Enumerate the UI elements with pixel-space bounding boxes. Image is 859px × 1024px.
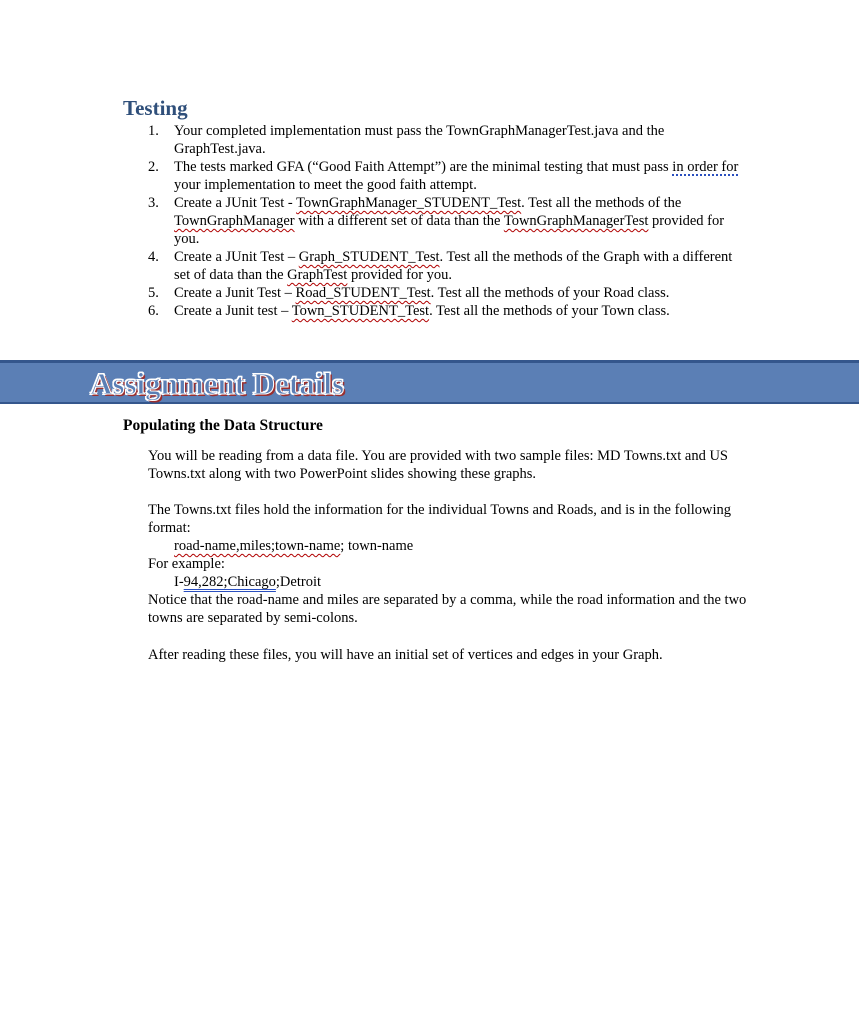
list-text: The tests marked GFA (“Good Faith Attempt”) are the minimal testing that must pass <box>174 159 673 175</box>
paragraph-intro: You will be reading from a data file. You are provided with two sample files: MD Towns.txt and US Towns.txt along with two PowerPoint slides showing these graphs. <box>148 448 728 482</box>
example-tail: ;Detroit <box>275 574 322 590</box>
list-text: . Test all the methods of your Town class. <box>429 303 670 319</box>
section-banner <box>0 360 859 404</box>
list-text: . Test all the methods of the <box>521 195 682 211</box>
marked-text: Road_STUDENT_Test <box>295 285 431 301</box>
format-line <box>174 537 413 555</box>
marked-text: Town_STUDENT_Test <box>291 303 430 319</box>
test-item <box>140 248 740 284</box>
marked-text: in order for <box>672 159 739 175</box>
list-number: 1. <box>148 123 159 139</box>
example-link: 94,282;Chicago <box>183 574 276 590</box>
marked-text: TownGraphManager <box>174 213 295 229</box>
list-text: Your completed implementation must pass the TownGraphManagerTest.java and the GraphTest.java. <box>174 123 665 157</box>
marked-text: TownGraphManager_STUDENT_Test <box>296 195 522 211</box>
format-spec: road-name,miles;town-name <box>174 538 341 554</box>
test-item <box>140 302 740 320</box>
example-line <box>174 573 321 591</box>
list-text: Create a JUnit Test - <box>174 195 297 211</box>
list-text: Create a Junit Test – <box>174 285 296 301</box>
test-item <box>140 122 740 158</box>
list-number: 5. <box>148 285 159 301</box>
list-number: 3. <box>148 195 159 211</box>
format-spec-tail: ; town-name <box>340 538 414 554</box>
test-item <box>140 194 740 248</box>
marked-text: Graph_STUDENT_Test <box>298 249 440 265</box>
marked-text: TownGraphManagerTest <box>503 213 649 229</box>
list-text: your implementation to meet the good faith attempt. <box>174 177 477 193</box>
for-example-label: For example: <box>148 556 225 572</box>
sub-heading: Populating the Data Structure <box>123 417 323 434</box>
list-number: 6. <box>148 303 159 319</box>
paragraph-notice: Notice that the road-name and miles are separated by a comma, while the road information and the two towns are separated by semi-colons. <box>148 592 747 626</box>
example-prefix: I- <box>174 574 184 590</box>
testing-heading: Testing <box>123 96 188 120</box>
test-item <box>140 158 740 194</box>
list-text: provided for you. <box>174 213 725 247</box>
test-item <box>140 284 740 302</box>
marked-text: GraphTest <box>287 267 348 283</box>
paragraph-format: The Towns.txt files hold the information for the individual Towns and Roads, and is in the following format: <box>148 502 732 536</box>
list-text: with a different set of data than the <box>294 213 504 229</box>
list-text: . Test all the methods of your Road class. <box>430 285 670 301</box>
list-text: . Test all the methods of the Graph with a different set of data than the <box>174 249 733 283</box>
list-text: Create a JUnit Test – <box>174 249 299 265</box>
list-number: 4. <box>148 249 159 265</box>
banner-title: Assignment Details <box>90 366 345 401</box>
list-number: 2. <box>148 159 159 175</box>
list-text: Create a Junit test – <box>174 303 292 319</box>
testing-requirements-list <box>140 122 740 320</box>
list-text: provided for you. <box>347 267 453 283</box>
paragraph-after-reading: After reading these files, you will have an initial set of vertices and edges in your Graph. <box>148 647 663 663</box>
